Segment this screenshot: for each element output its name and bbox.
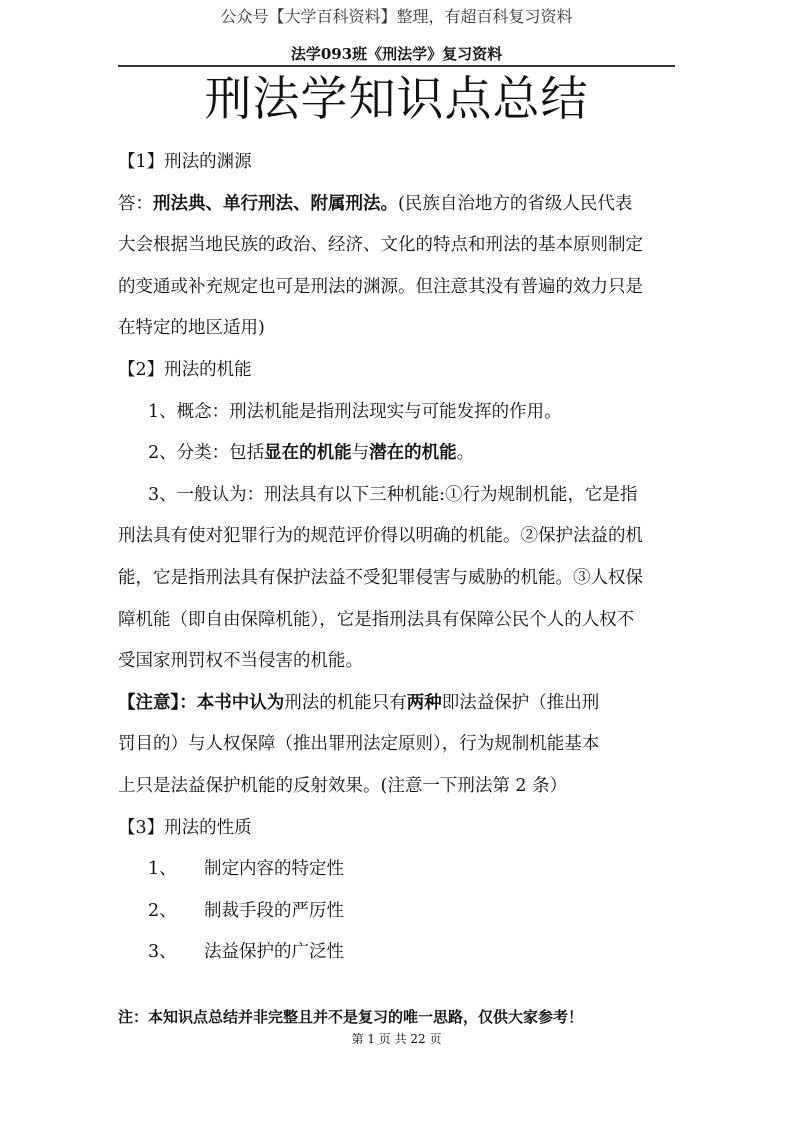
text-line [118, 316, 678, 340]
bold-text: 潜在的机能 [369, 443, 457, 464]
text-segment: 能，它是指刑法具有保护法益不受犯罪侵害与威胁的机能。③人权保 [118, 568, 643, 588]
footer-note: 注：本知识点总结并非完整且并不是复习的唯一思路，仅供大家参考！ [118, 1008, 584, 1026]
document-header: 法学093班《刑法学》复习资料 [290, 45, 503, 63]
text-line [118, 150, 678, 174]
text-line [118, 899, 708, 923]
text-segment: 制定内容的特定性 [204, 859, 344, 880]
text-segment: 刑法具有使对犯罪行为的规范评价得以明确的机能。②保护法益的机 [118, 526, 643, 547]
bold-text: 显在的机能 [264, 443, 352, 464]
text-line [118, 192, 678, 216]
text-line [118, 400, 708, 424]
text-line [118, 483, 708, 507]
text-line [118, 816, 678, 840]
text-segment: 2、分类：包括 [148, 443, 265, 464]
text-segment: 答： [118, 193, 153, 214]
text-segment: 在特定的地区适用) [118, 318, 265, 339]
text-line [118, 774, 678, 798]
text-line [118, 649, 678, 673]
text-segment: 法益保护的广泛性 [204, 942, 344, 963]
text-line [118, 275, 678, 299]
text-line [118, 857, 708, 881]
text-line [118, 566, 678, 590]
page-title: 刑法学知识点总结 [204, 72, 589, 127]
text-segment: 【3】刑法的性质 [118, 817, 252, 838]
text-segment: 制裁手段的严厉性 [204, 900, 344, 921]
text-segment: 大会根据当地民族的政治、经济、文化的特点和刑法的基本原则制定 [118, 235, 643, 256]
text-segment: (民族自治地方的省级人民代表 [398, 193, 633, 214]
bold-text: 两种 [406, 692, 442, 713]
watermark-header: 公众号【大学百科资料】整理，有超百科复习资料 [220, 7, 573, 26]
text-segment: 上只是法益保护机能的反射效果。(注意一下刑法第 2 条） [118, 776, 568, 796]
text-line [118, 524, 678, 548]
list-number: 2、 [148, 900, 177, 921]
text-line [118, 441, 708, 465]
text-segment: 与 [351, 443, 370, 464]
text-segment: 的变通或补充规定也可是刑法的渊源。但注意其没有普遍的效力只是 [118, 276, 643, 297]
list-number: 1、 [148, 859, 177, 880]
page-number: 第 1 页 共 22 页 [351, 1032, 442, 1046]
text-segment: 1、概念：刑法机能是指刑法现实与可能发挥的作用。 [148, 401, 562, 422]
text-line [118, 358, 678, 382]
text-segment: 障机能（即自由保障机能），它是指刑法具有保障公民个人的人权不 [118, 609, 635, 630]
list-number: 3、 [148, 942, 177, 963]
text-segment: 刑法的机能只有 [284, 692, 407, 713]
text-segment: 。 [456, 443, 475, 464]
text-line [118, 691, 678, 715]
text-line [118, 732, 678, 756]
text-line [118, 233, 678, 257]
text-segment: 【1】刑法的渊源 [118, 152, 252, 172]
text-segment: 受国家刑罚权不当侵害的机能。 [118, 651, 363, 672]
text-segment: 罚目的）与人权保障（推出罪刑法定原则），行为规制机能基本 [118, 734, 600, 755]
text-line [118, 608, 678, 632]
bold-text: 刑法典、单行刑法、附属刑法。 [153, 193, 398, 214]
text-segment: 即法益保护（推出刑 [441, 692, 600, 713]
text-segment: 【2】刑法的机能 [118, 360, 252, 380]
text-segment: 3、一般认为：刑法具有以下三种机能:①行为规制机能，它是指 [148, 484, 638, 505]
bold-text: 【注意】：本书中认为 [118, 692, 285, 713]
text-line [118, 940, 708, 964]
